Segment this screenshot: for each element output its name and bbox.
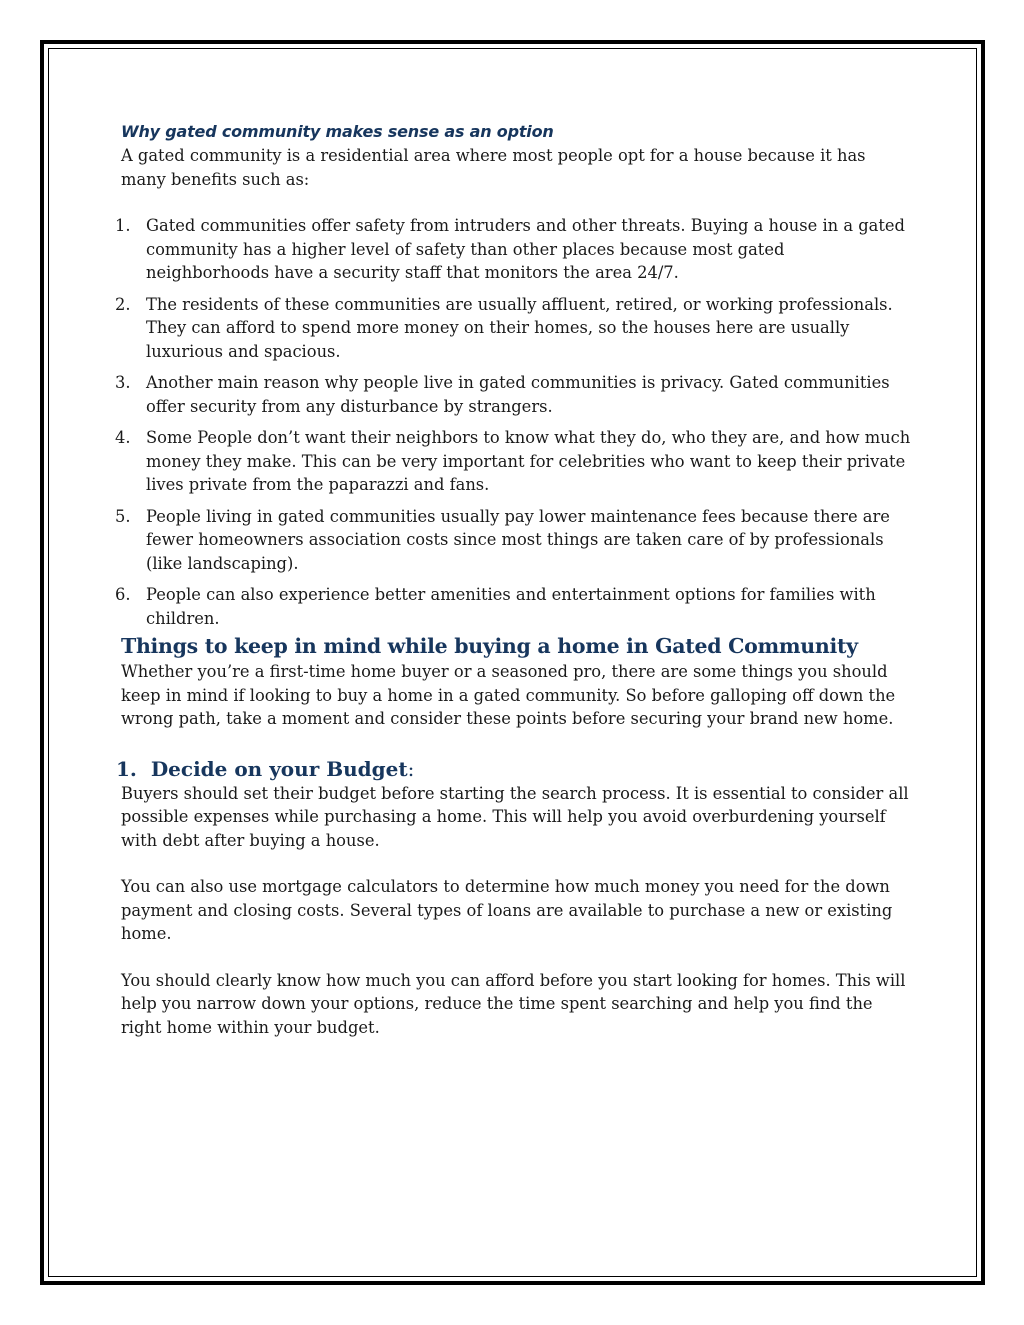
budget-paragraph: Buyers should set their budget before starting the search process. It is essential to consider all possible expenses while purchasing a home. This will help you avoid overburdening yourself with debt after buying a house. — [121, 783, 909, 850]
subheading-decide-budget — [116, 756, 911, 782]
list-item — [115, 583, 911, 630]
list-item-number: 3. — [115, 373, 131, 392]
list-item-text: Gated communities offer safety from intruders and other threats. Buying a house in a gated community has a higher level of safety than other places because most gated neighborhoods have a security staff that monitors the area 24/7. — [146, 216, 905, 282]
list-item-text: People living in gated communities usually pay lower maintenance fees because there are fewer homeowners association costs since most things are taken care of by professionals (like landscaping). — [146, 506, 890, 573]
section-intro-why-gated: A gated community is a residential area where most people opt for a house because it has many benefits such as: — [121, 146, 866, 189]
list-item — [115, 214, 911, 285]
list-item — [115, 371, 911, 418]
section-intro-things-to-keep: Whether you’re a first-time home buyer or a seasoned pro, there are some things you should keep in mind if looking to buy a home in a gated community. So before galloping off down the wrong path, take a moment and consider these points before securing your brand new home. — [121, 662, 896, 728]
list-item-text: The residents of these communities are usually affluent, retired, or working professionals. They can afford to spend more money on their homes, so the houses here are usually luxurious and spacious. — [146, 294, 893, 361]
subheading-title: Decide on your Budget — [150, 756, 408, 781]
document-content — [115, 120, 911, 1039]
subheading-colon: : — [407, 756, 415, 781]
section-heading-why-gated: Why gated community makes sense as an option — [121, 122, 554, 141]
list-item-number: 2. — [115, 294, 131, 314]
list-item — [115, 426, 911, 497]
list-item-text: Some People don’t want their neighbors to know what they do, who they are, and how much money they make. This can be very important for celebrities who want to keep their private lives private from the paparazzi and fans. — [146, 428, 911, 494]
list-item — [115, 293, 911, 364]
benefits-list — [115, 214, 911, 630]
list-item-number: 4. — [115, 428, 131, 447]
budget-paragraph: You should clearly know how much you can afford before you start looking for homes. This will help you narrow down your options, reduce the time spent searching and help you find the right home within your budget. — [121, 970, 906, 1037]
list-item-number: 5. — [115, 506, 131, 526]
budget-paragraph: You can also use mortgage calculators to determine how much money you need for the down payment and closing costs. Several types of loans are available to purchase a new or existing home. — [121, 877, 893, 943]
list-item-text: Another main reason why people live in gated communities is privacy. Gated communities offer security from any disturbance by strangers. — [146, 373, 890, 416]
section-heading-things-to-keep: Things to keep in mind while buying a home in Gated Community — [121, 634, 858, 658]
subheading-number: 1. — [116, 756, 137, 781]
list-item — [115, 505, 911, 576]
list-item-text: People can also experience better amenities and entertainment options for families with children. — [146, 585, 876, 628]
list-item-number: 1. — [115, 216, 131, 235]
list-item-number: 6. — [115, 585, 131, 604]
